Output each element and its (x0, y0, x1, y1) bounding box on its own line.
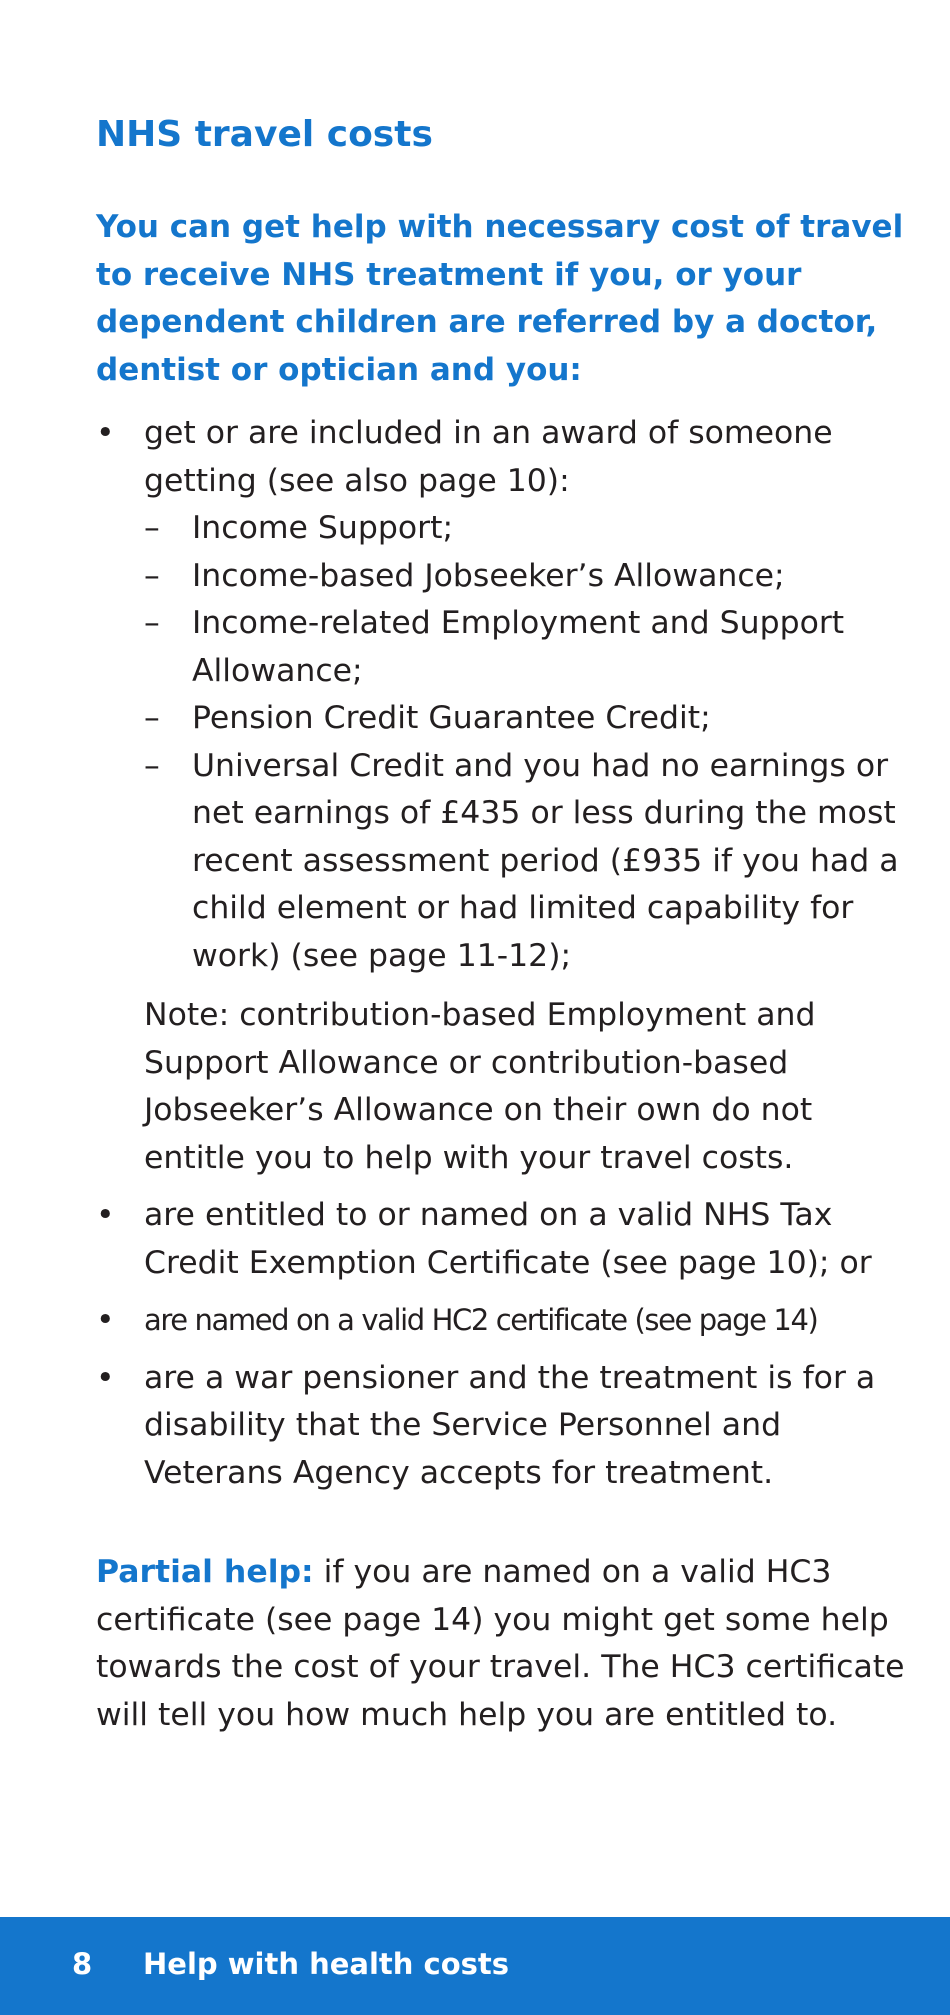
list-item-text: are a war pensioner and the treatment is for a disability that the Service Personnel and Veterans Agency accepts for treatment. (144, 1359, 876, 1491)
sub-list-item (144, 505, 906, 553)
partial-help-paragraph (96, 1549, 906, 1739)
sub-list-item-text: Universal Credit and you had no earnings or net earnings of £435 or less during the most recent assessment period (£935 if you had a child element or had limited capability for work) (see page 11-12); (192, 747, 899, 974)
footer-title: Help with health costs (143, 1947, 509, 1981)
sub-list-item (144, 553, 906, 601)
page-title: NHS travel costs (96, 114, 433, 155)
page-number: 8 (72, 1947, 93, 1981)
dash-icon: – (144, 700, 160, 736)
sub-list-item (144, 695, 906, 743)
eligibility-list (96, 410, 906, 1497)
intro-text: You can get help with necessary cost of travel to receive NHS treatment if you, or your dependent children are referred by a doctor, dentist or optician and you: (96, 209, 904, 388)
dash-icon: – (144, 747, 160, 784)
sub-list-item-text: Income-related Employment and Support Allowance; (192, 605, 845, 689)
footer-bar (0, 1917, 950, 2015)
sub-list-item-text: Income Support; (192, 510, 454, 546)
sub-list-item (144, 743, 906, 981)
list-item (96, 1297, 906, 1345)
bullet-icon: • (96, 415, 115, 451)
page-content (96, 112, 906, 1771)
sub-list-item-text: Income-based Jobseeker’s Allowance; (192, 557, 785, 594)
partial-help-text: if you are named on a valid HC3 certificate (see page 14) you might get some help towards the cost of your travel. The HC3 certificate will tell you how much help you are entitled to. (96, 1554, 905, 1733)
list-item-text: are named on a valid HC2 certificate (see page 14) (144, 1303, 818, 1337)
bullet-icon: • (96, 1197, 115, 1233)
partial-help-label: Partial help: (96, 1554, 314, 1590)
list-item (96, 1192, 906, 1287)
dash-icon: – (144, 605, 160, 641)
list-item-text: are entitled to or named on a valid NHS Tax Credit Exemption Certificate (see page 10); or (144, 1197, 872, 1281)
list-item-text: get or are included in an award of someone getting (see also page 10): (144, 415, 833, 499)
bullet-icon: • (96, 1359, 115, 1396)
note-text: Note: contribution-based Employment and Support Allowance or contribution-based Jobseeker’s Allowance on their own do not entitle you to help with your travel costs. (144, 997, 816, 1176)
sub-list-item-text: Pension Credit Guarantee Credit; (192, 700, 711, 736)
benefits-list (144, 505, 906, 980)
list-item (96, 1355, 906, 1498)
sub-list-item (144, 600, 906, 695)
bullet-icon: • (96, 1302, 115, 1338)
dash-icon: – (144, 510, 160, 546)
list-item (96, 410, 906, 1182)
dash-icon: – (144, 557, 160, 594)
